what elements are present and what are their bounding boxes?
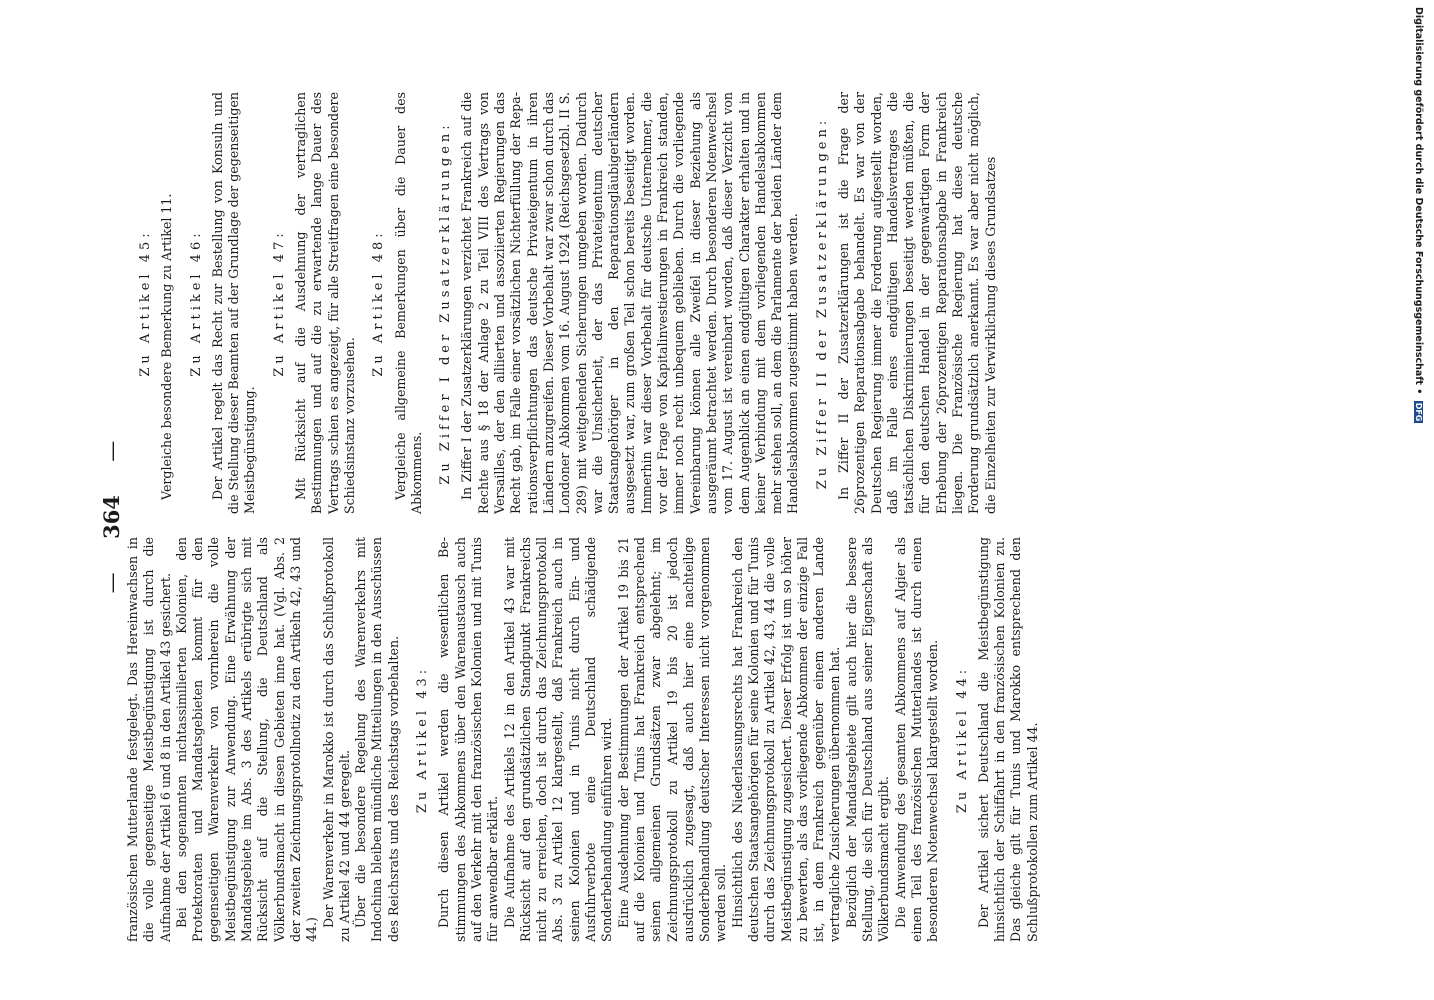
- digitization-credit: [1411, 7, 1425, 422]
- page-number: 364: [99, 495, 124, 539]
- paragraph: Der Artikel regelt das Recht zur Bestellung von Konsuln und die Stellung dieser Beamten auf der Grundlage der gegenseitigen Meistbegünstigung.: [209, 92, 258, 514]
- paragraph: Durch diesen Artikel werden die wesentlichen Bestimmungen des Abkommens über den Warenaustausch auch auf den Verkehr mit den französischen Kolonien und mit Tunis für anwendbar erklärt.: [436, 537, 501, 942]
- section-heading-article-45: Zu Artikel 45:: [138, 229, 153, 377]
- section-heading-article-47: Zu Artikel 47:: [271, 229, 287, 377]
- credit-separator: •: [1413, 388, 1424, 395]
- header-dash-left: —: [100, 572, 124, 594]
- scanned-page: [97, 92, 1417, 942]
- paragraph: französischen Mutterlande festgelegt. Das Hereinwachsen in die volle gegenseitige Meistbegünstigung ist durch die Aufnahme der Artikel 6 und 8 in den Artikel 43 gesichert.: [125, 537, 173, 942]
- section-heading-article-44: Zu Artikel 44:: [954, 665, 970, 814]
- credit-text: Digitalisierung gefördert durch die Deutsche Forschungsgemeinschaft: [1413, 7, 1424, 385]
- paragraph: Die Anwendung des gesamten Abkommens auf Algier als einen Teil des französischen Mutterlandes ist durch einen besonderen Notenwechsel klargestellt worden.: [892, 537, 941, 942]
- section-heading-article-46: Zu Artikel 46:: [188, 229, 204, 377]
- paragraph: In Ziffer I der Zusatzerklärungen verzichtet Frankreich auf die Rechte aus § 18 der Anlage 2 zu Teil VIII des Vertrags von Versailles, der den alliierten und assoziierten Regierungen das Recht gab, im Falle einer vorsätzlichen Nichterfüllung der Reparationsverpflichtungen das deutsche Privateigentum in ihren Ländern anzugreifen. Dieser Vorbehalt war zwar schon durch das Londoner Abkommen vom 16. August 1924 (Reichsgesetzbl. II S. 289) mit weitgehenden Sicherungen umgeben worden. Dadurch war die Unsicherheit, der das Privateigentum deutscher Staatsangehöriger in den Reparationsgläubigerländern ausgesetzt war, zum großen Teil schon bereits beseitigt worden. Immerhin war dieser Vorbehalt für deutsche Unternehmer, die vor der Frage von Kapitalinvestierungen in Frankreich standen, immer noch recht unbequem geblieben. Durch die vorliegende Vereinbarung können alle Zweifel in dieser Beziehung als ausgeräumt betrachtet werden. Durch besonderen Notenwechsel vom 17. August ist vereinbart worden, daß dieser Verzicht von dem Augenblick an einen endgültigen Charakter erhalten und in keiner Verbindung mit dem vorliegenden Handelsabkommen mehr stehen soll, an dem die Parlamente der beiden Länder dem Handelsabkommen zugestimmt haben werden.: [459, 92, 801, 514]
- right-text-column: [125, 92, 999, 514]
- section-heading-article-43: Zu Artikel 43:: [415, 665, 431, 814]
- paragraph: Über die besondere Regelung des Warenverkehrs mit Indochina bleiben mündliche Mitteilungen in den Ausschüssen des Reichsrats und des Reichstags vorbehalten.: [353, 537, 401, 942]
- left-text-column: [125, 537, 1041, 942]
- section-heading-ziffer-1: Zu Ziffer I der Zusatzerklärungen:: [438, 121, 454, 485]
- paragraph: Der Artikel sichert Deutschland die Meistbegünstigung hinsichtlich der Schiffahrt in den französischen Kolonien zu. Das gleiche gilt für Tunis und Marokko entsprechend den Schlußprotokollen zum Artikel 44.: [975, 537, 1040, 942]
- paragraph: Eine Ausdehnung der Bestimmungen der Artikel 19 bis 21 auf die Kolonien und Tunis hat Frankreich entsprechend seinen allgemeinen Grundsätzen zwar abgelehnt; im Zeichnungsprotokoll zu Artikel 19 bis 20 ist jedoch ausdrücklich zugesagt, daß auch hier eine nachteilige Sonderbehandlung deutscher Interessen nicht vorgenommen werden soll.: [615, 537, 729, 942]
- paragraph: Bei den sogenannten nichtassimilierten Kolonien, den Protektoraten und Mandatsgebieten kommt für den gegenseitigen Warenverkehr von vornherein die volle Meistbegünstigung zur Anwendung. Eine Erwähnung der Mandatsgebiete im Abs. 3 des Artikels erübrigte sich mit Rücksicht auf die Stellung, die Deutschland als Völkerbundsmacht in diesen Gebieten inne hat. (Vgl. Abs. 2 der zweiten Zeichnungsprotollnotiz zu den Artikeln 42, 43 und 44.): [173, 537, 320, 942]
- paragraph: Bezüglich der Mandatsgebiete gilt auch hier die bessere Stellung, die sich für Deutschland aus seiner Eigenschaft als Völkerbundsmacht ergibt.: [843, 537, 892, 942]
- section-heading-article-48: Zu Artikel 48:: [371, 229, 387, 377]
- paragraph: Hinsichtlich des Niederlassungsrechts hat Frankreich den deutschen Staatsangehörigen für seine Kolonien und für Tunis durch das Zeichnungsprotokoll zu Artikel 42, 43, 44 die volle Meistbegünstigung zugesichert. Dieser Erfolg ist um so höher zu bewerten, als das vorliegende Abkommen der einzige Fall ist, in dem Frankreich gegenüber einem anderen Lande vertragliche Zusicherungen übernommen hat.: [729, 537, 843, 942]
- paragraph: Der Warenverkehr in Marokko ist durch das Schlußprotokoll zu Artikel 42 und 44 geregelt.: [320, 537, 352, 942]
- paragraph: Vergleiche besondere Bemerkung zu Artikel 11.: [159, 193, 175, 500]
- page-header: [97, 92, 127, 942]
- header-dash-right: —: [100, 440, 124, 462]
- paragraph: Vergleiche allgemeine Bemerkungen über die Dauer des Abkommens.: [392, 92, 424, 514]
- paragraph: Mit Rücksicht auf die Ausdehnung der vertraglichen Bestimmungen und auf die zu erwartende lange Dauer des Vertrags schien es angezeigt, für alle Streitfragen eine besondere Schiedsinstanz vorzusehen.: [293, 92, 357, 514]
- paragraph: Die Aufnahme des Artikels 12 in den Artikel 43 war mit Rücksicht auf den grundsätzlichen Standpunkt Frankreichs nicht zu erreichen, doch ist durch das Zeichnungsprotokoll Abs. 3 zu Artikel 12 klargestellt, daß Frankreich auch in seinen Kolonien und in Tunis nicht durch Ein- und Ausfuhrverbote eine Deutschland schädigende Sonderbehandlung einführen wird.: [501, 537, 615, 942]
- paragraph: In Ziffer II der Zusatzerklärungen ist die Frage der 26prozentigen Reparationsabgabe behandelt. Es war von der Deutschen Regierung immer die Forderung aufgestellt worden, daß im Falle eines endgültigen Handelsvertrages die tatsächlichen Diskriminierungen beseitigt werden müßten, die für den deutschen Handel in der gegenwärtigen Form der Erhebung der 26prozentigen Reparationsabgabe in Frankreich liegen. Die Französische Regierung hat diese deutsche Forderung grundsätzlich anerkannt. Es war aber nicht möglich, die Einzelheiten zur Verwirklichung dieses Grundsatzes: [835, 92, 998, 514]
- section-heading-ziffer-2: Zu Ziffer II der Zusatzerklärungen:: [814, 116, 830, 490]
- dfg-logo: DFG: [1414, 402, 1423, 422]
